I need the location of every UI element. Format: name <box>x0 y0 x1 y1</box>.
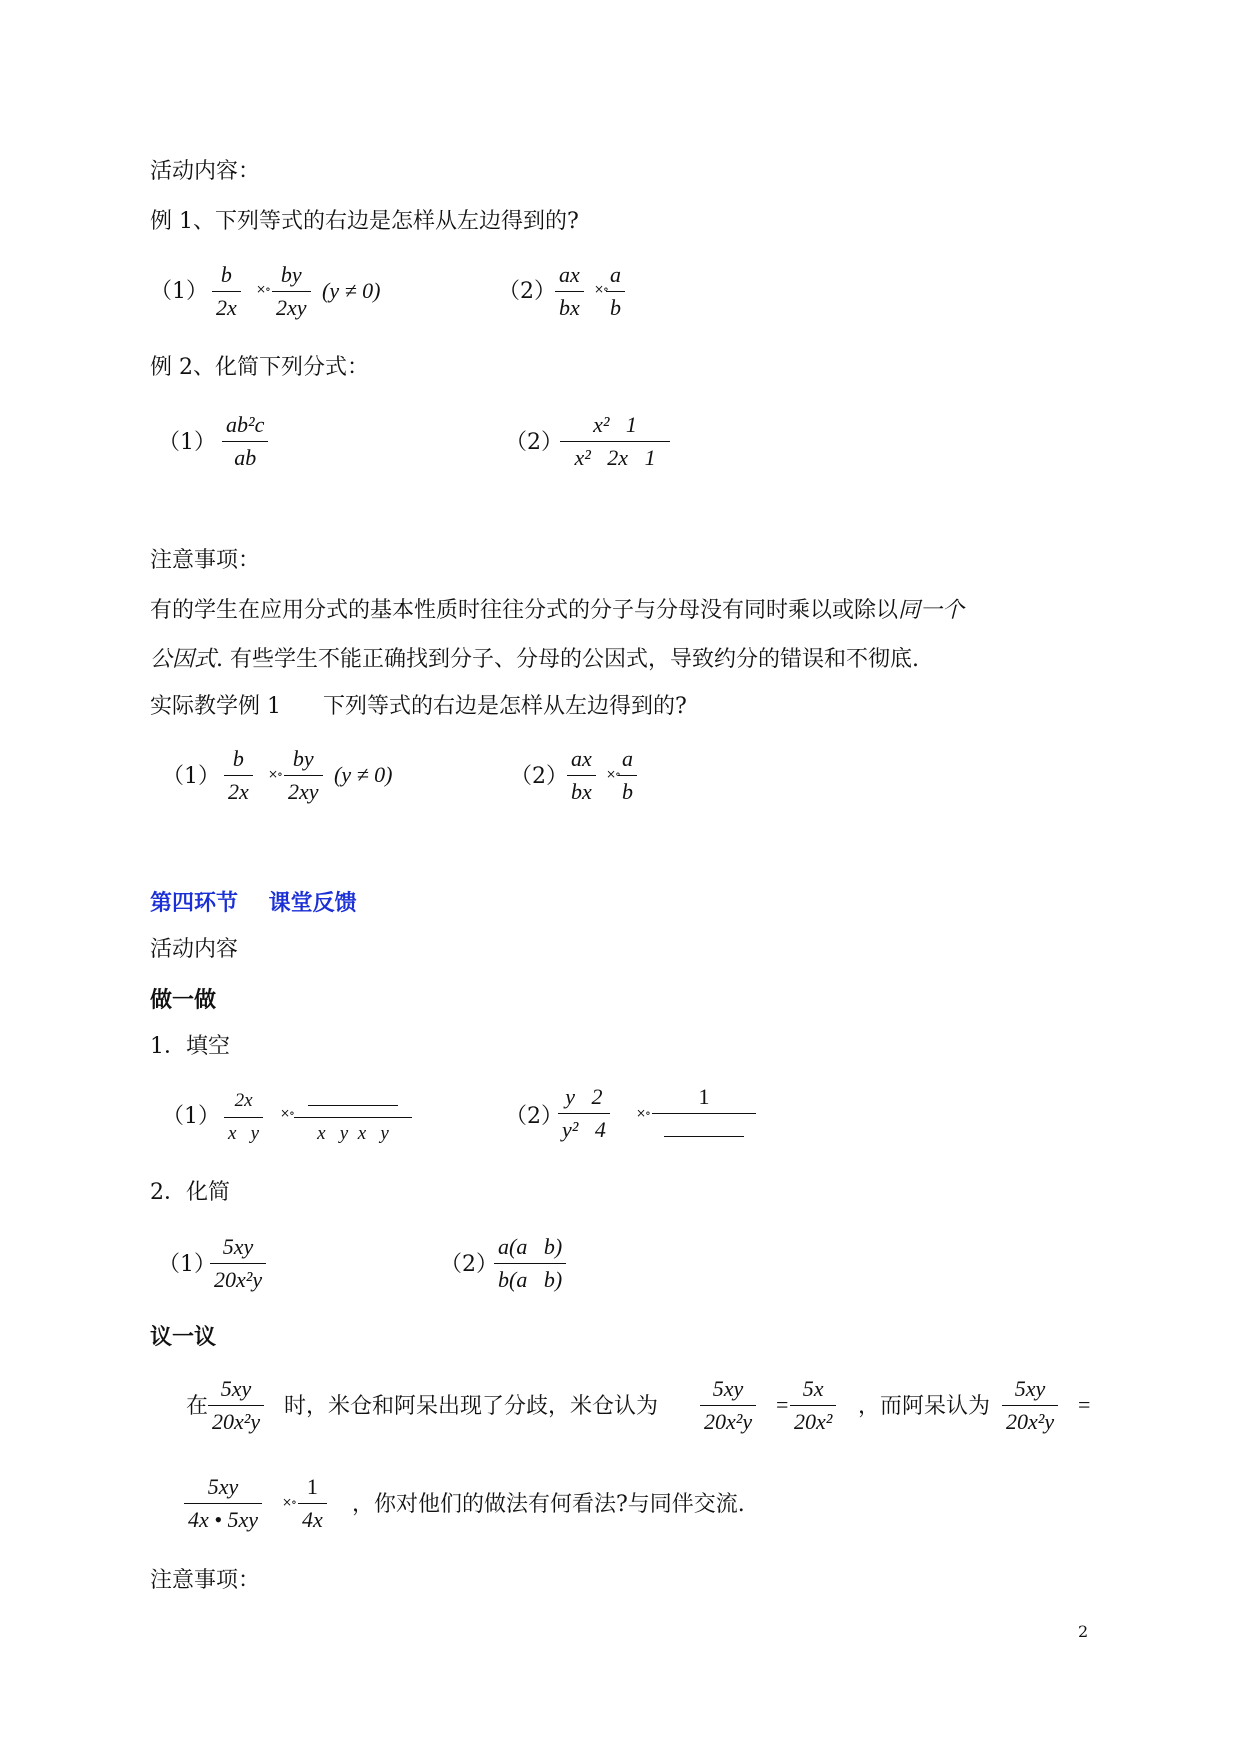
fraction: ax bx <box>555 262 584 321</box>
equals-sign: = <box>776 1392 789 1417</box>
fraction: 5xy 20x²y <box>208 1376 264 1435</box>
fraction: b 2x <box>212 262 241 321</box>
relation-glyph: ×∘ <box>268 767 282 781</box>
fraction: x y x y <box>294 1088 412 1147</box>
example-1-title: 例 1、下列等式的右边是怎样从左边得到的? <box>150 209 579 234</box>
item-label: （2） <box>498 279 556 304</box>
activity-label: 活动内容： <box>150 159 261 184</box>
note-label: 注意事项： <box>150 1568 261 1593</box>
relation-glyph: ×∘ <box>256 282 270 296</box>
equals-sign: = <box>1078 1392 1091 1417</box>
note-line-2: 公因式. 有些学生不能正确找到分子、分母的公因式，导致约分的错误和不彻底. <box>150 647 919 672</box>
relation-glyph: ×∘ <box>636 1106 650 1120</box>
condition: (y ≠ 0) <box>334 762 393 787</box>
fraction: a(a b) b(a b) <box>494 1234 566 1293</box>
text: ，你对他们的做法有何看法?与同伴交流. <box>352 1492 745 1517</box>
fraction: 1 4x <box>298 1474 327 1533</box>
item-label: （1） <box>158 1252 216 1277</box>
activity-label: 活动内容 <box>150 937 239 962</box>
fraction: 5xy 20x²y <box>700 1376 756 1435</box>
item-label: （1） <box>162 1104 220 1129</box>
fraction: a b <box>618 746 637 805</box>
fraction: ax bx <box>567 746 596 805</box>
item-label: （2） <box>440 1252 498 1277</box>
fraction: x² 1 x² 2x 1 <box>560 412 670 471</box>
item-label: （1） <box>162 764 220 789</box>
fraction: 5xy 20x²y <box>1002 1376 1058 1435</box>
fraction: 5x 20x² <box>790 1376 836 1435</box>
fraction: b 2x <box>224 746 253 805</box>
text: 时，米仓和阿呆出现了分歧，米仓认为 <box>284 1394 659 1419</box>
fraction: by 2xy <box>272 262 311 321</box>
condition: (y ≠ 0) <box>322 278 381 303</box>
question-1-title: 1．填空 <box>150 1034 230 1059</box>
fraction: 2x x y <box>224 1088 263 1147</box>
section-4-heading: 第四环节 课堂反馈 <box>150 890 357 916</box>
page-number: 2 <box>1078 1622 1089 1641</box>
question-2-title: 2．化简 <box>150 1180 230 1205</box>
relation-glyph: ×∘ <box>606 767 620 781</box>
item-label: （2） <box>505 430 563 455</box>
note-line-1: 有的学生在应用分式的基本性质时往往分式的分子与分母没有同时乘以或除以同一个 <box>150 598 965 623</box>
text: 在 <box>186 1394 209 1419</box>
relation-glyph: ×∘ <box>280 1106 294 1120</box>
teaching-example-title: 实际教学例 1 下列等式的右边是怎样从左边得到的? <box>150 694 687 719</box>
answer-blank[interactable] <box>308 1105 398 1106</box>
example-2-title: 例 2、化简下列分式： <box>150 355 369 380</box>
fraction: 5xy 20x²y <box>210 1234 266 1293</box>
fraction: 1 <box>652 1084 756 1143</box>
fraction: a b <box>606 262 625 321</box>
item-label: （1） <box>158 430 216 455</box>
fraction: 5xy 4x • 5xy <box>184 1474 262 1533</box>
text: ，而阿呆认为 <box>858 1394 991 1419</box>
fraction: ab²c ab <box>222 412 268 471</box>
relation-glyph: ×∘ <box>282 1495 296 1509</box>
item-label: （1） <box>150 279 208 304</box>
do-it-heading: 做一做 <box>150 987 217 1013</box>
fraction: by 2xy <box>284 746 323 805</box>
fraction: y 2 y² 4 <box>558 1084 610 1143</box>
note-label: 注意事项： <box>150 548 261 573</box>
relation-glyph: ×∘ <box>594 282 608 296</box>
discuss-heading: 议一议 <box>150 1324 217 1350</box>
item-label: （2） <box>510 764 568 789</box>
item-label: （2） <box>505 1104 563 1129</box>
answer-blank[interactable] <box>664 1136 744 1137</box>
